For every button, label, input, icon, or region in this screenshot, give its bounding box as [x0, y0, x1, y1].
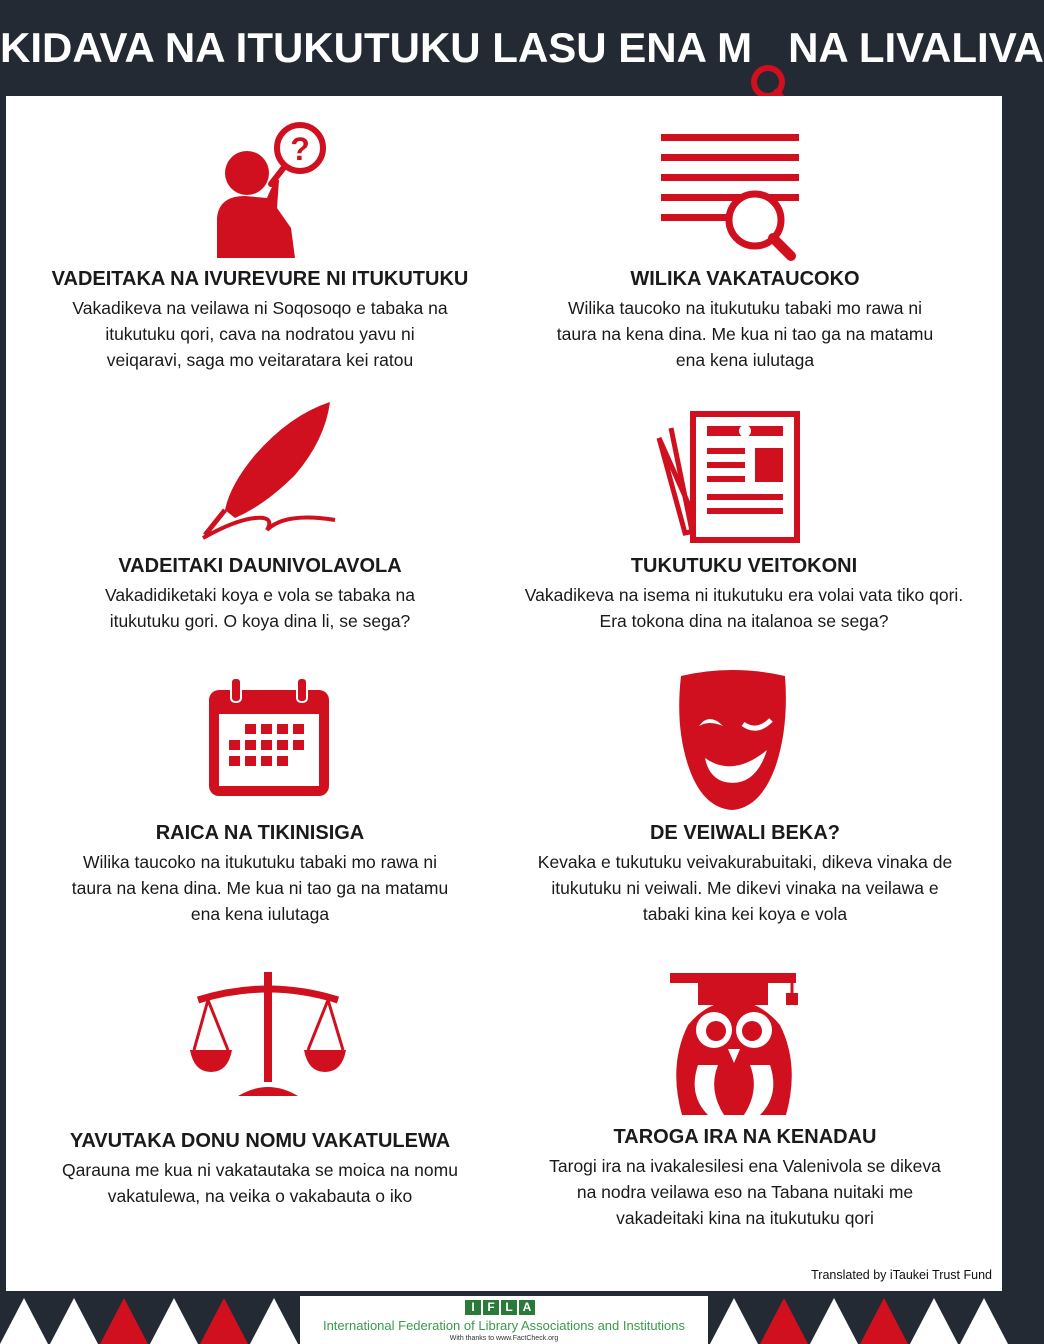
- tip-line: Wilika taucoko na itukutuku tabaki mo rawa ni: [567, 298, 923, 318]
- title-part-1: KIDAVA NA ITUKUTUKU LASU ENA M: [0, 24, 753, 71]
- tip-body: [500, 295, 990, 373]
- tip-source: [20, 268, 500, 373]
- ifla-letter: F: [483, 1300, 499, 1315]
- translation-credit: Translated by iTaukei Trust Fund: [811, 1268, 992, 1282]
- tip-date: [20, 822, 500, 927]
- calendar-icon: [205, 676, 333, 801]
- scales-icon: [188, 968, 348, 1103]
- ifla-letter: I: [465, 1300, 481, 1315]
- tip-body: [20, 582, 500, 634]
- tip-heading: YAVUTAKA DONU NOMU VAKATULEWA: [69, 1130, 451, 1152]
- quill-icon: [195, 400, 340, 545]
- thinking-person-icon: [205, 118, 335, 258]
- ifla-org-name: International Federation of Library Associations and Institutions: [322, 1318, 686, 1333]
- ifla-logo: [465, 1300, 535, 1315]
- tip-line: Kevaka e tukutuku veivakurabuitaki, dikeva vinaka de: [537, 852, 953, 872]
- page-title: [0, 24, 1044, 72]
- tip-line: Tarogi ira na ivakalesilesi ena Valenivola se dikeva: [549, 1156, 941, 1176]
- tip-body: [20, 295, 500, 373]
- tip-line: Wilika taucoko na itukutuku tabaki mo rawa ni: [82, 852, 438, 872]
- tip-line: na nodra veilawa eso na Tabana nuitaki me: [576, 1182, 914, 1202]
- tip-heading: TAROGA IRA NA KENADAU: [613, 1126, 877, 1148]
- tip-line: ena kena iulutaga: [190, 904, 330, 924]
- tip-line: taura na kena dina. Me kua ni tao ga na matamu: [556, 324, 934, 344]
- tip-body: [20, 849, 500, 927]
- tip-read-fully: [500, 268, 990, 373]
- tip-line: itukutuku qori, cava na nodratou yavu ni: [105, 324, 415, 344]
- tip-line: Vakadidiketaki koya e vola se tabaka na: [104, 585, 415, 605]
- title-part-2: NA LIVALIVA: [788, 24, 1044, 71]
- tip-satire: [500, 822, 990, 927]
- tip-supporting-sources: [485, 555, 1003, 634]
- tip-heading: DE VEIWALI BEKA?: [649, 822, 840, 844]
- magnifier-lines-icon: [655, 128, 805, 263]
- ifla-letter: A: [519, 1300, 535, 1315]
- factcheck-thanks: With thanks to www.FactCheck.org: [449, 1335, 559, 1342]
- tip-heading: VADEITAKA NA IVUREVURE NI ITUKUTUKU: [51, 268, 469, 290]
- tip-line: Vakadikeva na veilawa ni Soqosoqo e tabaka na: [72, 298, 448, 318]
- tip-line: Vakadikeva na isema ni itukutuku era volai vata tiko qori.: [524, 585, 964, 605]
- tip-body: [500, 1153, 990, 1231]
- tip-line: Qarauna me kua ni vakatautaka se moica na nomu: [62, 1160, 458, 1180]
- tip-line: ena kena iulutaga: [675, 350, 815, 370]
- tip-line: vakadeitaki kina na itukutuku qori: [616, 1208, 874, 1228]
- mask-icon: [675, 668, 790, 813]
- tip-body: [485, 582, 1003, 634]
- tip-line: veiqaravi, saga mo veitaratara kei ratou: [106, 350, 414, 370]
- tip-line: vakatulewa, na veika o vakabauta o iko: [107, 1186, 413, 1206]
- owl-graduate-icon: [668, 965, 818, 1120]
- newspaper-icon: [655, 408, 805, 543]
- tip-heading: RAICA NA TIKINISIGA: [155, 822, 365, 844]
- tip-author: [20, 555, 500, 634]
- ifla-letter: L: [501, 1300, 517, 1315]
- tip-line: tabaki kina kei koya e vola: [642, 904, 848, 924]
- tip-line: itukutuku gori. O koya dina li, se sega?: [109, 611, 411, 631]
- tip-heading: TUKUTUKU VEITOKONI: [630, 555, 858, 577]
- tip-biases: [20, 1130, 500, 1209]
- tip-body: [500, 849, 990, 927]
- tip-body: [20, 1157, 500, 1209]
- tip-heading: WILIKA VAKATAUCOKO: [630, 268, 860, 290]
- tip-line: Era tokona dina na italanoa se sega?: [599, 611, 889, 631]
- tip-line: itukutuku ni veiwali. Me dikevi vinaka na veilawa e: [551, 878, 939, 898]
- svg-text:?: ?: [290, 131, 310, 167]
- tip-experts: [500, 1126, 990, 1231]
- tip-line: taura na kena dina. Me kua ni tao ga na matamu: [71, 878, 449, 898]
- tip-heading: VADEITAKI DAUNIVOLAVOLA: [118, 555, 402, 577]
